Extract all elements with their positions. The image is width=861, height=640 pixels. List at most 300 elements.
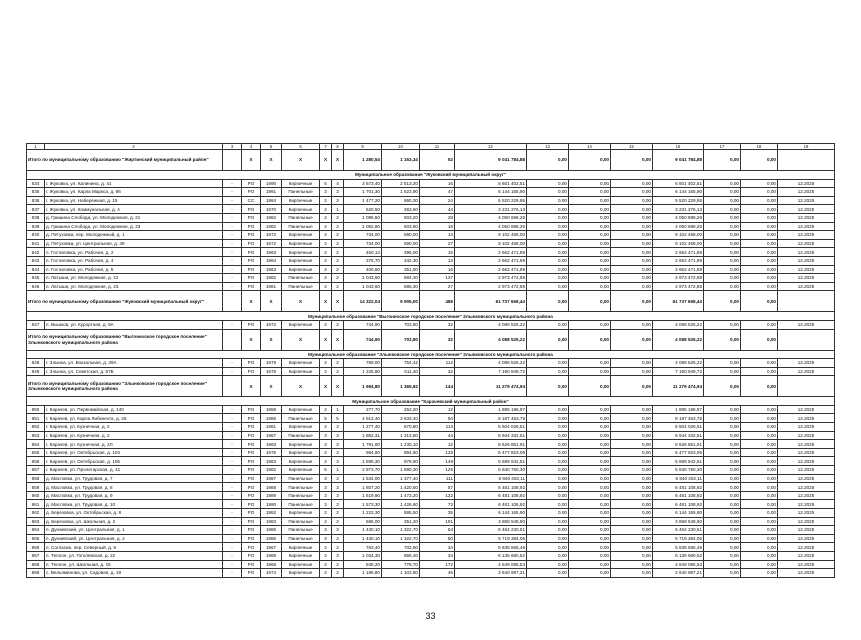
table-cell: 2 [320,569,332,578]
table-cell: Кирпичные [282,205,320,214]
table-cell: 2 [332,248,344,257]
table-cell: 12.2025 [778,256,835,265]
table-cell: 870,80 [382,423,420,432]
total-cell: 0,00 [611,376,653,397]
table-cell: 0,00 [569,196,611,205]
table-cell: 0,00 [527,457,569,466]
table-cell: Кирпичные [282,457,320,466]
table-row [27,474,835,483]
table-row [27,222,835,231]
table-cell: PO [242,440,261,449]
table-cell: 1 322,70 [382,526,420,535]
table-cell: 2 [332,517,344,526]
table-cell: 1978 [261,359,282,368]
table-cell: PO [242,423,261,432]
table-cell: 12.2025 [778,222,835,231]
table-cell: 984,60 [344,448,382,457]
table-cell: - [223,222,242,231]
table-cell: 0,00 [527,474,569,483]
table-cell: 400,60 [344,265,382,274]
table-cell: 3 868 548,90 [653,517,704,526]
table-cell: PO [242,534,261,543]
table-cell: 0,00 [569,213,611,222]
table-cell: PO [242,500,261,509]
table-cell: 1982 [261,509,282,518]
table-cell: 2 513,20 [382,179,420,188]
table-cell: 3 [332,500,344,509]
table-row [27,431,835,440]
header-cell: 3 [223,144,242,150]
table-cell: 64 [420,526,455,535]
table-cell: 3 [332,457,344,466]
table-cell: 1968 [261,560,282,569]
table-cell: 848,20 [344,560,382,569]
table-cell: 1970 [261,205,282,214]
total-label: Итого по муниципальному образованию "Жуковский муниципальный округ" [27,291,223,312]
table-cell: 0,00 [611,466,653,475]
total-cell: 0,00 [704,376,741,397]
table-cell: Кирпичные [282,367,320,376]
total-cell: X [242,376,261,397]
table-cell: 1 477,20 [344,196,382,205]
table-cell: 2 [320,551,332,560]
table-cell: 0,00 [569,483,611,492]
total-cell: X [332,376,344,397]
table-cell: 1989 [261,551,282,560]
table-cell: Панельные [282,188,320,197]
table-cell: CC [242,196,261,205]
table-cell: 0,00 [741,491,778,500]
table-cell: Кирпичные [282,248,320,257]
table-cell: 0,00 [704,282,741,291]
table-cell: 2 [320,256,332,265]
table-cell: 0,00 [569,474,611,483]
table-cell: 7 190 949,72 [653,367,704,376]
table-cell: 4 [332,179,344,188]
table-cell: 0,00 [611,543,653,552]
total-cell: X [242,329,261,350]
total-cell: X [320,376,332,397]
total-cell: 144 [420,376,455,397]
table-cell: - [223,405,242,414]
table-cell: 1974 [261,569,282,578]
table-cell: 15 [420,248,455,257]
table-cell: 351,00 [382,265,420,274]
total-cell: 61 737 668,44 [455,291,527,312]
table-cell: 0,00 [527,282,569,291]
row-number: 860 [27,491,45,500]
address-cell: д. Гришина Слобода, ул. Молодежная, д. 23 [45,222,223,231]
address-cell: д. Петуховка, пер. Молодежный, д. 1 [45,231,223,240]
total-cell: 0,00 [527,329,569,350]
table-cell: 0,00 [611,239,653,248]
table-cell: 4 088 525,22 [653,359,704,368]
header-cell: 11 [420,144,455,150]
table-cell: 1981 [261,282,282,291]
table-cell: 0,00 [611,431,653,440]
table-cell: 5 [320,179,332,188]
table-cell: Кирпичные [282,239,320,248]
total-cell: 1 280,54 [344,150,382,171]
table-cell: 5 719 384,06 [653,534,704,543]
header-cell: 7 [320,144,332,150]
table-cell: - [223,205,242,214]
table-row [27,405,835,414]
table-cell: 702,90 [382,543,420,552]
table-cell: 0,00 [704,560,741,569]
table-cell: 12.2025 [778,440,835,449]
section-row [27,397,835,406]
table-row [27,560,835,569]
table-cell: 16 [420,265,455,274]
table-cell: 3 [332,423,344,432]
table-cell: - [223,274,242,283]
table-cell: 3 [332,491,344,500]
row-number: 850 [27,405,45,414]
table-cell: Панельные [282,274,320,283]
table-cell: Кирпичные [282,231,320,240]
table-cell: PO [242,367,261,376]
table-cell: PO [242,274,261,283]
total-cell: 0,00 [611,150,653,171]
table-cell: 3 [332,526,344,535]
table-cell: 0,00 [741,457,778,466]
table-cell: 0,00 [741,239,778,248]
table-cell: PO [242,483,261,492]
total-cell [223,329,242,350]
table-cell: 1993 [261,440,282,449]
table-cell: 0,00 [527,491,569,500]
table-cell: Кирпичные [282,405,320,414]
table-cell: 27 [420,239,455,248]
table-cell: 1978 [261,367,282,376]
table-cell: 0,00 [704,483,741,492]
table-cell: 2 [320,282,332,291]
total-cell: 0,00 [527,291,569,312]
table-cell: 0,00 [704,256,741,265]
row-number: 849 [27,367,45,376]
table-cell: 0,00 [527,543,569,552]
table-cell: 12.2025 [778,320,835,329]
total-cell [778,376,835,397]
table-cell: 12.2025 [778,543,835,552]
table-cell: 1981 [261,423,282,432]
total-cell: 0,00 [704,329,741,350]
table-cell: 12.2025 [778,474,835,483]
table-cell: - [223,231,242,240]
table-cell: PO [242,188,261,197]
table-cell: 0,00 [704,320,741,329]
table-cell: 6 481 108,92 [653,491,704,500]
table-cell: 0,00 [527,222,569,231]
table-cell: 0,00 [704,196,741,205]
table-cell: 0,00 [569,405,611,414]
table-cell: 2 [332,213,344,222]
table-cell: 1 473,20 [382,491,420,500]
address-cell: г. Жуковка, ул. Коммунальная, д. 4 [45,205,223,214]
table-cell: 0,00 [611,569,653,578]
table-cell: 1 102,80 [382,569,420,578]
table-cell: 12.2025 [778,359,835,368]
total-cell [778,329,835,350]
table-cell: PO [242,239,261,248]
table-cell: 2 [320,231,332,240]
table-cell: 1987 [261,474,282,483]
table-cell: 8 187 453,75 [653,414,704,423]
table-cell: 2 [320,248,332,257]
table-cell: Панельные [282,431,320,440]
address-cell: г. Жуковка, ул. Карла Маркса, д. 86 [45,188,223,197]
table-cell: 0,00 [569,320,611,329]
table-cell: 5 719 384,06 [455,534,527,543]
table-cell: 763,40 [344,543,382,552]
table-cell: PO [242,282,261,291]
table-cell: 0,00 [704,414,741,423]
table-cell: 0,00 [741,448,778,457]
address-cell: г. Карачев, ул. Кузнечная, д. 2Л [45,440,223,449]
table-cell: Панельные [282,414,320,423]
table-cell: 0,00 [611,423,653,432]
address-cell: г. Карачев, ул. Пролетарская, д. 41 [45,466,223,475]
table-cell: 6 481 108,92 [653,483,704,492]
total-cell: X [320,150,332,171]
total-row [27,376,835,397]
table-cell: - [223,440,242,449]
total-cell: 0,00 [741,376,778,397]
table-cell: 0,00 [527,239,569,248]
row-number: 840 [27,231,45,240]
address-cell: п. Теплое, ул. Гоголевская, д. 22 [45,551,223,560]
row-number: 847 [27,320,45,329]
row-number: 841 [27,239,45,248]
table-cell: 0,00 [569,560,611,569]
table-cell: PO [242,560,261,569]
table-row [27,440,835,449]
table-cell: 0,00 [741,474,778,483]
table-cell: 0,00 [527,188,569,197]
table-cell: - [223,282,242,291]
row-number: 858 [27,474,45,483]
table-cell: 0,00 [704,213,741,222]
table-cell: 0,00 [569,466,611,475]
table-cell: 0,00 [611,457,653,466]
table-cell: 0,00 [527,359,569,368]
table-cell: 1 222,30 [344,509,382,518]
table-cell: 0,00 [569,448,611,457]
table-cell: Панельные [282,474,320,483]
table-cell: 0,00 [527,534,569,543]
table-cell: 0,00 [611,179,653,188]
table-cell: 1983 [261,457,282,466]
table-cell: - [223,423,242,432]
table-cell: 6 601 402,51 [653,179,704,188]
table-row [27,491,835,500]
table-cell: 113 [420,423,455,432]
section-title: Муниципальное образование "Жуковский муниципальный округ" [27,171,835,180]
table-cell: 5 [332,414,344,423]
table-cell: Кирпичные [282,423,320,432]
table-cell: PO [242,457,261,466]
table-row [27,423,835,432]
row-number: 852 [27,423,45,432]
table-cell: 4 649 095,53 [455,560,527,569]
table-body [27,144,835,578]
table-cell: 45 [420,569,455,578]
table-cell: 0,00 [569,534,611,543]
table-cell: 12.2025 [778,179,835,188]
table-cell: 4 088 525,22 [455,359,527,368]
table-cell: PO [242,320,261,329]
table-cell: 12.2025 [778,448,835,457]
table-cell: - [223,359,242,368]
table-cell: 12.2025 [778,560,835,569]
table-cell: 885,50 [382,509,420,518]
table-cell: 9 102 468,00 [653,239,704,248]
table-cell: 0,00 [741,248,778,257]
table-cell: 1963 [261,265,282,274]
table-cell: PO [242,405,261,414]
address-cell: п. Вышков, ул. Курортная, д. 9А [45,320,223,329]
table-cell: 12.2025 [778,196,835,205]
table-cell: 0,00 [569,569,611,578]
table-cell: 0,00 [527,466,569,475]
table-cell: 34 [420,543,455,552]
table-cell: 0,00 [741,405,778,414]
table-cell: Панельные [282,222,320,231]
table-cell: 172 [420,560,455,569]
table-cell: 1975 [261,448,282,457]
table-cell: 0,00 [704,474,741,483]
table-cell: 1 092,80 [344,222,382,231]
total-cell: 61 737 668,44 [653,291,704,312]
table-cell: 0,00 [704,367,741,376]
table-cell: 0,00 [569,423,611,432]
table-cell: 6 481 108,92 [455,500,527,509]
table-cell: 1982 [261,466,282,475]
table-cell: 520,50 [344,205,382,214]
table-row [27,274,835,283]
table-cell: 0,00 [741,205,778,214]
table-cell: 0,00 [527,256,569,265]
table-cell: 754,42 [382,359,420,368]
table-cell: 13 [420,231,455,240]
address-cell: п. Гостиловка, ул. Рабочая, д. 2 [45,248,223,257]
table-cell: Кирпичные [282,560,320,569]
table-cell: 0,00 [569,517,611,526]
row-number: 834 [27,179,45,188]
table-cell: 0,00 [611,483,653,492]
table-cell: 0,00 [741,213,778,222]
section-title: Муниципальное образование "Карачевский муниципальный район" [27,397,835,406]
total-cell: 0,00 [741,291,778,312]
table-cell: 0,00 [704,239,741,248]
table-cell: 12.2025 [778,414,835,423]
table-cell: 2 [320,265,332,274]
total-cell: 0,00 [527,150,569,171]
header-cell: 5 [261,144,282,150]
table-cell: 3 633,40 [382,414,420,423]
table-cell: 584,30 [382,274,420,283]
table-cell: 1 607,20 [344,483,382,492]
table-cell: 2 [332,543,344,552]
table-cell: 9 102 468,00 [455,231,527,240]
table-cell: PO [242,414,261,423]
table-cell: 3 [320,483,332,492]
address-cell: д. Масловка, ул. Трудовая, д. 7 [45,474,223,483]
table-cell: 12.2025 [778,423,835,432]
address-cell: п. Дунаевский, ул. Центральная, д. 2 [45,534,223,543]
total-cell: 9 041 784,88 [653,150,704,171]
table-cell: 0,00 [527,231,569,240]
table-cell: Кирпичные [282,440,320,449]
table-cell: Кирпичные [282,466,320,475]
table-cell: 376,70 [344,256,382,265]
address-cell: г. Карачев, ул. Первомайская, д. 140 [45,405,223,414]
table-cell: PO [242,248,261,257]
table-cell: 2 973 472,88 [653,282,704,291]
table-cell: 6 840 402,11 [455,474,527,483]
table-cell: 1 377,40 [382,474,420,483]
table-cell: 12.2025 [778,239,835,248]
table-cell: - [223,179,242,188]
table-cell: 0,00 [741,569,778,578]
table-cell: Панельные [282,282,320,291]
table-cell: 3 [320,500,332,509]
table-cell: - [223,551,242,560]
table-cell: - [223,196,242,205]
table-cell: 2 [332,222,344,231]
header-cell: 6 [282,144,320,150]
table-cell: 35 [420,509,455,518]
total-cell: X [320,291,332,312]
table-cell: 0,00 [527,440,569,449]
table-cell: 3 [332,196,344,205]
table-cell: 0,00 [527,483,569,492]
table-cell: 5 [320,466,332,475]
table-cell: 12.2025 [778,534,835,543]
table-cell: 0,00 [704,231,741,240]
table-cell: Кирпичные [282,320,320,329]
table-cell: 12.2025 [778,431,835,440]
table-cell: 0,00 [611,231,653,240]
table-cell: - [223,483,242,492]
address-cell: г. Карачев, ул. Кузнечная, д. 2 [45,423,223,432]
table-cell: 1 313,80 [382,431,420,440]
table-row [27,205,835,214]
row-number: 835 [27,188,45,197]
table-cell: 1 430,10 [344,526,382,535]
table-cell: - [223,367,242,376]
row-number: 856 [27,457,45,466]
address-cell: г. Карачев, ул. Кузнечная, д. 2 [45,431,223,440]
table-cell: 6 840 402,11 [653,474,704,483]
table-cell: 0,00 [527,560,569,569]
table-cell: 18 [420,222,455,231]
housing-repair-table [26,143,835,578]
total-cell: 4 088 525,22 [455,329,527,350]
address-cell: д. Петуховка, ул. Центральная, д. 49 [45,239,223,248]
table-row [27,231,835,240]
table-cell: 12.2025 [778,569,835,578]
table-cell: - [223,213,242,222]
row-number: 857 [27,466,45,475]
table-row [27,213,835,222]
table-cell: 4 088 525,22 [455,320,527,329]
table-cell: 4 050 698,26 [455,213,527,222]
table-cell: 3 231 376,13 [455,205,527,214]
table-cell: 1 277,40 [344,423,382,432]
table-cell: 2 662 471,89 [653,256,704,265]
